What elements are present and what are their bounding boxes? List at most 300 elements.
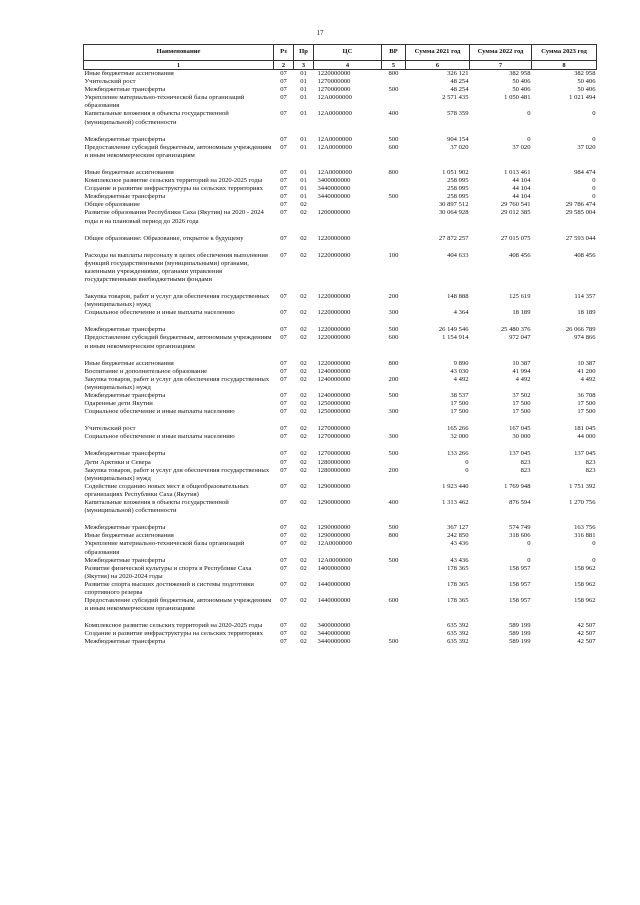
row-rz: 07 [280, 185, 287, 193]
row-cs: 3440000000 [317, 638, 351, 646]
row-name: Закупка товаров, работ и услуг для обеспечения государственных (муниципальных) нужд [84, 466, 270, 482]
row-rz: 07 [280, 86, 287, 94]
table-row [84, 169, 597, 177]
row-spacer-cell [84, 160, 597, 169]
header-pr: Пр [294, 45, 314, 61]
column-number-row [84, 61, 597, 70]
row-vr: 400 [388, 499, 399, 507]
table-row [84, 334, 597, 350]
row-vr: 500 [388, 556, 399, 564]
row-sum-2021: 1 051 902 [442, 168, 469, 176]
row-sum-2023: 823 [585, 466, 596, 474]
row-cs: 1440000000 [317, 597, 351, 605]
row-vr: 600 [388, 143, 399, 151]
row-name: Развитие физической культуры и спорта в Республике Саха (Якутия) на 2020-2024 годы [84, 564, 252, 580]
row-rz: 07 [280, 94, 287, 102]
row-pr: 02 [300, 622, 307, 630]
row-spacer-cell [84, 351, 597, 360]
row-sum-2022: 408 456 [509, 251, 531, 259]
row-name: Учительский рост [84, 78, 136, 86]
row-cs: 1220000000 [317, 326, 351, 334]
row-cs: 3440000000 [317, 193, 351, 201]
row-pr: 01 [300, 185, 307, 193]
table-row [84, 193, 597, 201]
row-vr: 400 [388, 110, 399, 118]
row-pr: 02 [300, 367, 307, 375]
row-pr: 02 [300, 293, 307, 301]
table-row [84, 400, 597, 408]
row-pr: 01 [300, 70, 307, 77]
row-sum-2021: 48 254 [450, 86, 469, 94]
row-rz: 07 [280, 400, 287, 408]
row-sum-2021: 404 633 [447, 251, 469, 259]
row-cs: 1290000000 [317, 482, 351, 490]
row-vr [382, 177, 406, 185]
row-cs: 3400000000 [317, 177, 351, 185]
row-cs: 12А0000000 [317, 135, 352, 143]
header-name: Наименование [84, 45, 274, 61]
row-cs: 1280000000 [317, 458, 351, 466]
row-sum-2022: 37 020 [512, 143, 531, 151]
table-row [84, 78, 597, 86]
row-sum-2023: 114 357 [574, 293, 596, 301]
row-rz: 07 [280, 524, 287, 532]
row-name: Развитие образования Республики Саха (Якутия) на 2020 - 2024 годы и на плановый период до 2026 года [84, 209, 264, 225]
row-rz: 07 [280, 556, 287, 564]
row-pr: 01 [300, 86, 307, 94]
row-vr: 300 [388, 408, 399, 416]
row-vr [382, 425, 406, 433]
row-sum-2023: 974 866 [574, 334, 596, 342]
row-cs: 1220000000 [317, 359, 351, 367]
row-name: Межбюджетные трансферты [84, 193, 166, 201]
column-number: 5 [382, 61, 406, 70]
row-name: Иные бюджетные ассигнования [84, 168, 174, 176]
row-sum-2022: 27 015 075 [500, 234, 531, 242]
row-sum-2021: 32 000 [450, 433, 469, 441]
row-name: Капитальные вложения в объекты государственной (муниципальной) собственности [84, 110, 229, 126]
row-sum-2021: 30 064 928 [438, 209, 469, 217]
row-name: Иные бюджетные ассигнования [84, 70, 174, 77]
row-sum-2023: 37 020 [577, 143, 596, 151]
row-pr: 02 [300, 450, 307, 458]
row-rz: 07 [280, 540, 287, 548]
row-spacer [84, 226, 597, 235]
row-pr: 02 [300, 425, 307, 433]
row-pr: 02 [300, 201, 307, 209]
row-name: Межбюджетные трансферты [84, 638, 166, 646]
row-pr: 01 [300, 110, 307, 118]
row-cs: 1200000000 [317, 209, 351, 217]
table-row [84, 136, 597, 144]
row-sum-2023: 0 [592, 193, 596, 201]
row-sum-2022: 158 957 [509, 564, 531, 572]
row-sum-2021: 242 850 [447, 532, 469, 540]
row-name: Укрепление материально-технической базы организаций образования [84, 540, 245, 556]
row-sum-2022: 30 000 [512, 433, 531, 441]
row-sum-2021: 367 127 [447, 524, 469, 532]
row-spacer [84, 127, 597, 136]
row-name: Одаренные дети Якутии [84, 400, 153, 408]
row-cs: 12А0000000 [317, 143, 352, 151]
row-sum-2023: 1 270 756 [569, 499, 596, 507]
row-sum-2023: 158 962 [574, 564, 596, 572]
row-sum-2021: 635 392 [447, 622, 469, 630]
table-row [84, 392, 597, 400]
row-sum-2021: 1 313 462 [442, 499, 469, 507]
row-name: Иные бюджетные ассигнования [84, 359, 174, 367]
row-cs: 1240000000 [317, 375, 351, 383]
row-name: Социальное обеспечение и иные выплаты населению [84, 408, 235, 416]
row-sum-2023: 17 500 [577, 400, 596, 408]
row-sum-2023: 10 387 [577, 359, 596, 367]
row-sum-2022: 823 [520, 466, 531, 474]
row-rz: 07 [280, 234, 287, 242]
row-sum-2023: 0 [592, 556, 596, 564]
table-row [84, 450, 597, 458]
row-pr: 02 [300, 597, 307, 605]
table-row [84, 540, 597, 556]
row-cs: 1220000000 [317, 334, 351, 342]
row-name: Капитальные вложения в объекты государственной (муниципальной) собственности [84, 499, 229, 515]
row-pr: 02 [300, 234, 307, 242]
row-name: Межбюджетные трансферты [84, 326, 166, 334]
row-sum-2023: 42 507 [577, 638, 596, 646]
row-name: Социальное обеспечение и иные выплаты населению [84, 309, 235, 317]
row-cs [314, 201, 382, 209]
row-sum-2022: 18 189 [512, 309, 531, 317]
row-cs: 1270000000 [317, 433, 351, 441]
row-name: Предоставление субсидий бюджетным, автономным учреждениям и иным некоммерческим организациям [84, 334, 272, 350]
row-cs: 1250000000 [317, 408, 351, 416]
row-vr [382, 622, 406, 630]
row-sum-2022: 17 500 [512, 408, 531, 416]
row-vr [382, 459, 406, 467]
row-sum-2021: 578 359 [447, 110, 469, 118]
row-pr: 02 [300, 532, 307, 540]
row-pr: 01 [300, 143, 307, 151]
row-vr [382, 630, 406, 638]
row-sum-2023: 158 962 [574, 597, 596, 605]
row-sum-2022: 125 619 [509, 293, 531, 301]
row-rz: 07 [280, 293, 287, 301]
row-cs: 1290000000 [317, 499, 351, 507]
column-number: 7 [470, 61, 532, 70]
row-rz: 07 [280, 622, 287, 630]
row-sum-2023: 137 045 [574, 450, 596, 458]
row-rz: 07 [280, 597, 287, 605]
row-pr: 02 [300, 564, 307, 572]
row-cs: 1250000000 [317, 400, 351, 408]
row-pr: 02 [300, 433, 307, 441]
row-name: Закупка товаров, работ и услуг для обеспечения государственных (муниципальных) нужд [84, 375, 270, 391]
row-rz: 07 [280, 458, 287, 466]
header-vr: ВР [382, 45, 406, 61]
row-sum-2021: 178 365 [447, 580, 469, 588]
row-cs: 1240000000 [317, 392, 351, 399]
table-row [84, 597, 597, 613]
row-sum-2021: 17 500 [450, 408, 469, 416]
row-rz: 07 [280, 326, 287, 334]
row-sum-2023: 42 507 [577, 622, 596, 630]
row-sum-2021: 4 364 [453, 309, 469, 317]
row-vr [382, 368, 406, 376]
column-number: 2 [274, 61, 294, 70]
row-rz: 07 [280, 168, 287, 176]
table-row [84, 630, 597, 638]
row-rz: 07 [280, 580, 287, 588]
row-sum-2023: 823 [585, 458, 596, 466]
row-vr [382, 94, 406, 110]
table-row [84, 235, 597, 243]
row-sum-2021: 43 436 [450, 556, 469, 564]
row-name: Комплексное развитие сельских территорий на 2020-2025 годы [84, 622, 263, 630]
row-name: Межбюджетные трансферты [84, 86, 166, 94]
row-sum-2022: 50 406 [512, 86, 531, 94]
row-sum-2023: 41 200 [577, 367, 596, 375]
table-row [84, 94, 597, 110]
row-sum-2023: 0 [592, 177, 596, 185]
column-number: 8 [532, 61, 597, 70]
row-cs: 12А0000000 [317, 94, 352, 102]
table-row [84, 557, 597, 565]
row-cs: 12А0000000 [317, 556, 352, 564]
row-sum-2023: 18 189 [577, 309, 596, 317]
row-pr: 02 [300, 540, 307, 548]
row-sum-2022: 318 606 [509, 532, 531, 540]
row-vr [382, 540, 406, 556]
row-name: Межбюджетные трансферты [84, 524, 166, 532]
row-sum-2022: 158 957 [509, 597, 531, 605]
row-sum-2023: 29 786 474 [565, 201, 596, 209]
row-vr: 500 [388, 392, 399, 399]
row-name: Содействие созданию новых мест в общеобразовательных организациях Республики Саха (Якутия) [84, 482, 249, 498]
row-sum-2022: 29 012 385 [500, 209, 531, 217]
row-rz: 07 [280, 466, 287, 474]
row-name: Закупка товаров, работ и услуг для обеспечения государственных (муниципальных) нужд [84, 293, 270, 309]
row-vr: 100 [388, 251, 399, 259]
row-spacer [84, 160, 597, 169]
row-sum-2022: 41 994 [512, 367, 531, 375]
row-cs: 1220000000 [317, 234, 351, 242]
row-vr [382, 400, 406, 408]
row-sum-2023: 29 585 004 [565, 209, 596, 217]
row-pr: 02 [300, 209, 307, 217]
row-cs: 1220000000 [317, 251, 351, 259]
row-vr: 200 [388, 466, 399, 474]
row-sum-2023: 1 751 392 [569, 482, 596, 490]
row-rz: 07 [280, 638, 287, 646]
row-sum-2021: 27 872 257 [438, 234, 469, 242]
row-vr: 600 [388, 597, 399, 605]
column-number: 4 [314, 61, 382, 70]
row-spacer [84, 317, 597, 326]
row-sum-2021: 326 121 [447, 70, 469, 77]
row-pr: 01 [300, 193, 307, 201]
row-vr: 800 [388, 70, 399, 77]
column-number: 6 [406, 61, 470, 70]
row-name: Социальное обеспечение и иные выплаты населению [84, 433, 235, 441]
row-rz: 07 [280, 433, 287, 441]
row-sum-2022: 1 769 948 [504, 482, 531, 490]
row-sum-2021: 904 154 [447, 135, 469, 143]
row-vr: 300 [388, 309, 399, 317]
row-sum-2023: 158 962 [574, 580, 596, 588]
header-sum-2021: Сумма 2021 год [406, 45, 470, 61]
table-row [84, 360, 597, 368]
row-sum-2021: 38 537 [450, 392, 469, 399]
row-vr: 200 [388, 375, 399, 383]
table-row [84, 368, 597, 376]
row-sum-2023: 36 708 [577, 392, 596, 399]
row-sum-2022: 382 958 [509, 70, 531, 77]
header-sum-2022: Сумма 2022 год [470, 45, 532, 61]
row-sum-2021: 30 897 512 [438, 201, 469, 209]
row-sum-2023: 17 500 [577, 408, 596, 416]
table-row [84, 201, 597, 209]
row-rz: 07 [280, 499, 287, 507]
row-pr: 02 [300, 458, 307, 466]
row-spacer [84, 441, 597, 450]
row-sum-2023: 4 492 [580, 375, 596, 383]
header-cs: ЦС [314, 45, 382, 61]
row-cs: 12А0000000 [317, 110, 352, 118]
row-sum-2022: 44 104 [512, 177, 531, 185]
row-vr: 800 [388, 359, 399, 367]
row-sum-2022: 17 500 [512, 400, 531, 408]
row-vr: 500 [388, 86, 399, 94]
row-sum-2022: 167 045 [509, 425, 531, 433]
row-spacer-cell [84, 127, 597, 136]
row-sum-2023: 0 [592, 110, 596, 118]
row-cs: 1270000000 [317, 450, 351, 458]
row-sum-2021: 258 095 [447, 193, 469, 201]
row-name: Создание и развитие инфраструктуры на сельских территориях [84, 185, 263, 193]
row-name: Расходы на выплаты персоналу в целях обеспечения выполнения функций государственными (муниципальными) органами, казенными учреждениями, органами управления государственными внебюджетными фондами [84, 251, 268, 283]
row-cs: 1220000000 [317, 70, 351, 77]
row-sum-2022: 25 480 376 [500, 326, 531, 334]
table-row [84, 483, 597, 499]
column-number: 3 [294, 61, 314, 70]
row-vr: 500 [388, 193, 399, 201]
row-rz: 07 [280, 408, 287, 416]
row-cs: 3440000000 [317, 185, 351, 193]
row-rz: 07 [280, 359, 287, 367]
table-row [84, 638, 597, 646]
row-name: Межбюджетные трансферты [84, 392, 166, 399]
table-row [84, 209, 597, 225]
table-row [84, 70, 597, 79]
row-spacer-cell [84, 613, 597, 622]
header-rz: Рз [274, 45, 294, 61]
row-sum-2021: 4 492 [453, 375, 469, 383]
table-row [84, 524, 597, 532]
row-sum-2022: 0 [527, 110, 531, 118]
row-sum-2022: 0 [527, 135, 531, 143]
row-sum-2022: 44 104 [512, 193, 531, 201]
table-row [84, 309, 597, 317]
table-row [84, 408, 597, 416]
row-sum-2022: 37 502 [512, 392, 531, 399]
budget-table [83, 44, 597, 647]
row-pr: 02 [300, 375, 307, 383]
table-row [84, 86, 597, 94]
row-pr: 01 [300, 135, 307, 143]
row-cs: 1400000000 [317, 564, 351, 572]
row-pr: 02 [300, 630, 307, 638]
row-pr: 02 [300, 251, 307, 259]
row-rz: 07 [280, 209, 287, 217]
row-sum-2022: 1 050 481 [504, 94, 531, 102]
row-rz: 07 [280, 193, 287, 201]
row-sum-2022: 0 [527, 556, 531, 564]
table-row [84, 459, 597, 467]
row-sum-2021: 635 392 [447, 630, 469, 638]
row-pr: 01 [300, 94, 307, 102]
row-spacer [84, 284, 597, 293]
row-cs: 1290000000 [317, 524, 351, 532]
row-sum-2021: 17 500 [450, 400, 469, 408]
row-cs: 12А0000000 [317, 168, 352, 176]
row-vr: 500 [388, 326, 399, 334]
row-rz: 07 [280, 334, 287, 342]
row-vr [382, 581, 406, 597]
row-rz: 07 [280, 309, 287, 317]
table-row [84, 252, 597, 284]
row-vr: 300 [388, 433, 399, 441]
row-sum-2023: 382 958 [574, 70, 596, 77]
row-cs: 1240000000 [317, 367, 351, 375]
row-spacer-cell [84, 317, 597, 326]
row-name: Общее образование [84, 201, 140, 209]
row-vr [382, 235, 406, 243]
header-sum-2023: Сумма 2023 год [532, 45, 597, 61]
row-sum-2021: 1 923 440 [442, 482, 469, 490]
row-rz: 07 [280, 110, 287, 118]
row-spacer-cell [84, 243, 597, 252]
row-rz: 07 [280, 532, 287, 540]
row-sum-2021: 178 365 [447, 564, 469, 572]
row-cs: 1440000000 [317, 580, 351, 588]
row-cs: 1220000000 [317, 309, 351, 317]
row-name: Создание и развитие инфраструктуры на сельских территориях [84, 630, 263, 638]
row-cs: 12А0000000 [317, 540, 352, 548]
table-row [84, 177, 597, 185]
row-sum-2022: 137 045 [509, 450, 531, 458]
row-cs: 1290000000 [317, 532, 351, 540]
row-spacer-cell [84, 284, 597, 293]
table-row [84, 433, 597, 441]
table-row [84, 499, 597, 515]
row-sum-2023: 44 000 [577, 433, 596, 441]
row-rz: 07 [280, 375, 287, 383]
table-row [84, 581, 597, 597]
row-pr: 02 [300, 556, 307, 564]
row-sum-2023: 42 507 [577, 630, 596, 638]
row-sum-2022: 972 047 [509, 334, 531, 342]
row-pr: 02 [300, 309, 307, 317]
row-name: Общее образование: Образование, открытое к будущему [84, 234, 244, 242]
row-rz: 07 [280, 135, 287, 143]
row-pr: 01 [300, 78, 307, 86]
row-vr [382, 185, 406, 193]
row-sum-2023: 181 045 [574, 425, 596, 433]
row-sum-2023: 0 [592, 135, 596, 143]
row-name: Межбюджетные трансферты [84, 556, 166, 564]
row-name: Укрепление материально-технической базы организаций образования [84, 94, 245, 110]
row-pr: 01 [300, 177, 307, 185]
row-sum-2022: 29 760 541 [500, 201, 531, 209]
